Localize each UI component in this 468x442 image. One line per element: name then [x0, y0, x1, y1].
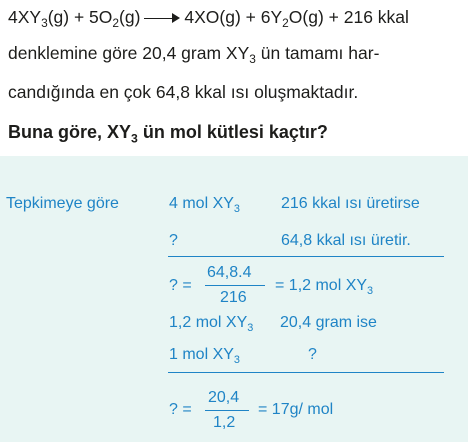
question-text-part: ün tamamı har-	[255, 43, 380, 63]
row3-mass: 20,4 gram ise	[280, 314, 377, 331]
question-text-part: denklemine göre 20,4 gram XY	[8, 43, 250, 63]
solution-panel	[0, 156, 468, 442]
equation-products: 4XO(g) + 6Y	[184, 7, 283, 27]
divider-line	[168, 256, 444, 257]
row1-mol	[169, 194, 240, 214]
equation-reactant2: (g) + 5O	[47, 7, 113, 27]
equation-products-tail: O(g) + 216 kkal	[288, 7, 409, 27]
calc2-result: = 17g/ mol	[258, 401, 334, 418]
row2-unknown: ?	[169, 232, 178, 249]
prompt-subscript: 3	[131, 131, 138, 146]
row4-mol-text: 1 mol XY	[169, 346, 234, 363]
calc1-numerator: 64,8.4	[207, 264, 252, 281]
reaction-equation	[8, 5, 460, 29]
calc1-denominator: 216	[220, 289, 247, 306]
calc1-result-subscript: 3	[367, 284, 374, 297]
prompt-text-part: Buna göre, XY	[8, 122, 132, 142]
question-text-line-2	[8, 41, 460, 65]
row4-mol-subscript: 3	[233, 353, 240, 366]
right-arrow-icon	[144, 13, 180, 23]
solution-intro-label: Tepkimeye göre	[6, 195, 119, 212]
calc1-result-text: = 1,2 mol XY	[275, 277, 368, 294]
calc1-result	[275, 276, 373, 296]
calc2-numerator: 20,4	[208, 389, 240, 406]
question-text-line-3: candığında en çok 64,8 kkal ısı oluşmaktadır.	[8, 82, 359, 102]
calc2-denominator: 1,2	[213, 414, 236, 431]
row1-mol-text: 4 mol XY	[169, 195, 234, 212]
row3-mol-subscript: 3	[247, 321, 254, 334]
row3-mol-text: 1,2 mol XY	[169, 314, 248, 331]
calc1-lhs: ? =	[169, 277, 192, 294]
equation-reactant1: 4XY	[8, 7, 42, 27]
prompt-text-part: ün mol kütlesi kaçtır?	[137, 122, 328, 142]
divider-line	[168, 372, 444, 373]
row1-heat: 216 kkal ısı üretirse	[281, 195, 420, 212]
row3-mol	[169, 313, 253, 333]
calc2-fraction-bar	[205, 410, 249, 411]
row2-heat: 64,8 kkal ısı üretir.	[281, 232, 411, 249]
question-prompt	[8, 120, 460, 144]
row4-unknown: ?	[308, 346, 317, 363]
equation-reactant2-state: (g)	[119, 7, 141, 27]
question-subscript: 3	[249, 52, 256, 67]
row1-mol-subscript: 3	[233, 202, 240, 215]
equation-reactant2-subscript: 2	[112, 16, 120, 31]
row4-mol	[169, 345, 240, 365]
calc2-lhs: ? =	[169, 401, 192, 418]
calc1-fraction-bar	[205, 285, 265, 286]
equation-reactant1-subscript: 3	[41, 16, 48, 31]
equation-product-subscript: 2	[282, 16, 289, 31]
